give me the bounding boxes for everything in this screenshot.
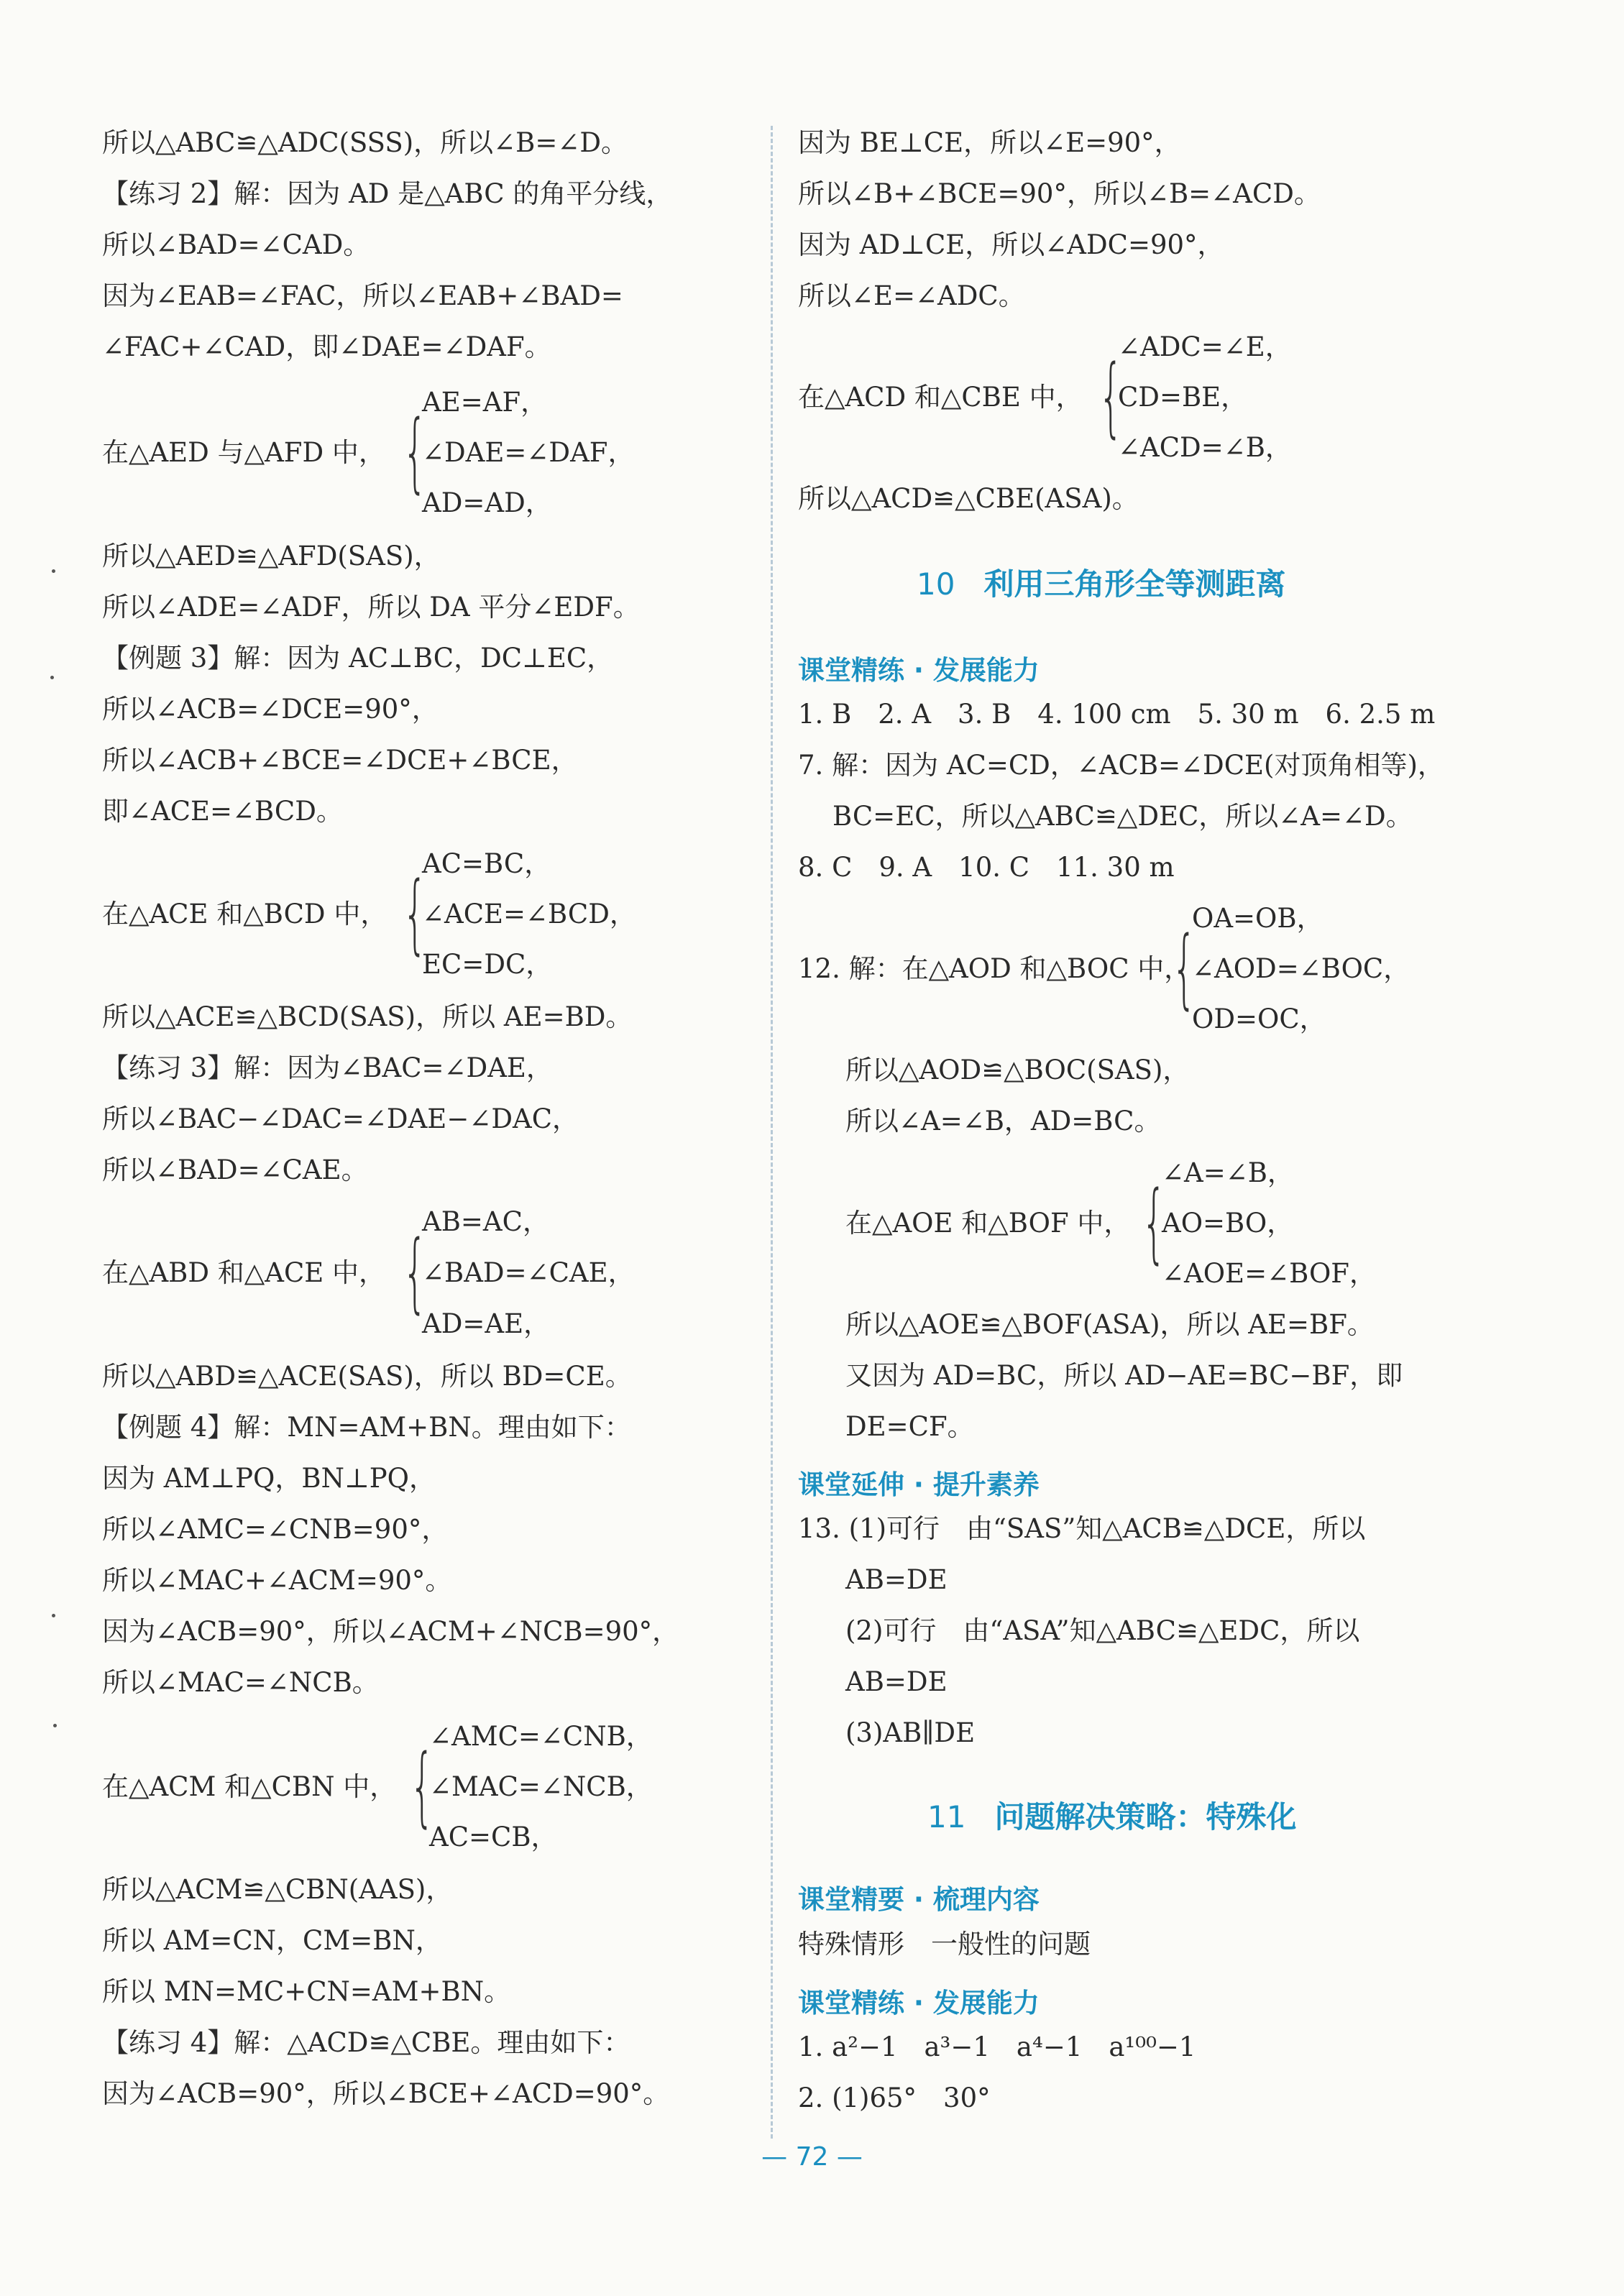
answer-line: 所以△AOE≌△BOF(ASA)，所以 AE=BF。	[845, 1309, 1374, 1340]
text-line: 在△ACE 和△BCD 中，	[102, 899, 387, 929]
text-line: 所以∠ACB=∠DCE=90°，	[102, 694, 439, 725]
text-line: 因为 BE⊥CE，所以∠E=90°，	[798, 127, 1181, 158]
answer-line: 特殊情形 一般性的问题	[798, 1929, 1091, 1960]
system-line: ∠ADC=∠E，	[1118, 331, 1292, 362]
answer-line: 8. C 9. A 10. C 11. 30 m	[798, 852, 1175, 883]
system-line: AC=BC，	[422, 848, 551, 879]
system-line: ∠AMC=∠CNB，	[429, 1721, 653, 1752]
answer-line: BC=EC，所以△ABC≌△DEC，所以∠A=∠D。	[832, 801, 1413, 832]
text-line: 所以∠MAC+∠ACM=90°。	[102, 1565, 452, 1596]
text-line: 因为∠ACB=90°，所以∠ACM+∠NCB=90°，	[102, 1616, 679, 1647]
text-line: 所以△ACE≌△BCD(SAS)，所以 AE=BD。	[102, 1001, 633, 1032]
system-line: ∠AOE=∠BOF，	[1162, 1258, 1376, 1289]
section-subtitle: 课堂精要 · 梳理内容	[798, 1884, 1040, 1915]
system-line: ∠DAE=∠DAF，	[422, 437, 635, 468]
margin-dot	[52, 569, 55, 573]
system-line: AC=CB，	[429, 1822, 558, 1852]
text-line: 所以∠ADE=∠ADF，所以 DA 平分∠EDF。	[102, 592, 640, 623]
system-line: AB=AC，	[422, 1206, 549, 1237]
answer-line: (3)AB∥DE	[845, 1717, 976, 1748]
answer-line: 2. (1)65° 30°	[798, 2083, 991, 2113]
answer-line: 7. 解：因为 AC=CD，∠ACB=∠DCE(对顶角相等)，	[798, 750, 1444, 781]
text-line: 所以 MN=MC+CN=AM+BN。	[102, 1976, 511, 2007]
brace: {	[403, 864, 428, 964]
answer-line: 13. (1)可行 由“SAS”知△ACB≌△DCE，所以	[798, 1513, 1366, 1544]
system-line: ∠ACE=∠BCD，	[422, 899, 636, 929]
answer-line: 所以∠A=∠B，AD=BC。	[845, 1106, 1161, 1136]
answer-line: DE=CF。	[845, 1411, 974, 1442]
brace: {	[1142, 1173, 1167, 1273]
text-line: 【练习 3】解：因为∠BAC=∠DAE，	[102, 1052, 553, 1083]
system-line: EC=DC，	[422, 949, 553, 980]
text-line: 所以△ABC≌△ADC(SSS)，所以∠B=∠D。	[102, 127, 628, 158]
text-line: 所以∠BAD=∠CAE。	[102, 1154, 368, 1185]
system-line: ∠MAC=∠NCB，	[429, 1771, 653, 1802]
margin-dot	[53, 1724, 57, 1727]
text-line: 【练习 2】解：因为 AD 是△ABC 的角平分线，	[102, 178, 673, 209]
system-line: AD=AE，	[422, 1308, 551, 1339]
answer-line: 又因为 AD=BC，所以 AD−AE=BC−BF，即	[845, 1360, 1403, 1391]
text-line: 在△ACD 和△CBE 中，	[798, 382, 1083, 413]
brace: {	[1098, 347, 1124, 447]
section-subtitle: 课堂延伸 · 提升素养	[798, 1469, 1040, 1500]
system-line: AE=AF，	[422, 387, 548, 418]
text-line: 因为∠EAB=∠FAC，所以∠EAB+∠BAD=	[102, 280, 623, 311]
text-line: 在△AED 与△AFD 中，	[102, 437, 385, 468]
system-line: OA=OB，	[1192, 903, 1323, 934]
answer-line: 1. a²−1 a³−1 a⁴−1 a¹⁰⁰−1	[798, 2031, 1196, 2062]
text-line: 因为 AD⊥CE，所以∠ADC=90°，	[798, 229, 1224, 260]
brace: {	[410, 1737, 435, 1837]
text-line: 所以∠MAC=∠NCB。	[102, 1667, 379, 1698]
brace: {	[403, 1223, 428, 1323]
system-line: OD=OC，	[1192, 1004, 1326, 1034]
answer-line: AB=DE	[845, 1666, 948, 1697]
text-line: 所以△ABD≌△ACE(SAS)，所以 BD=CE。	[102, 1361, 632, 1392]
column-divider	[771, 126, 773, 2139]
answer-line: 在△AOE 和△BOF 中，	[845, 1208, 1131, 1239]
text-line: 【例题 3】解：因为 AC⊥BC，DC⊥EC，	[102, 643, 614, 674]
text-line: 所以△ACD≌△CBE(ASA)。	[798, 483, 1139, 514]
system-line: AD=AD，	[422, 487, 552, 518]
text-line: 所以∠AMC=∠CNB=90°，	[102, 1514, 449, 1545]
text-line: 所以∠E=∠ADC。	[798, 280, 1025, 311]
page-number: — 72 —	[761, 2142, 863, 2172]
brace: {	[403, 403, 428, 502]
text-line: 所以∠B+∠BCE=90°，所以∠B=∠ACD。	[798, 178, 1321, 209]
text-line: 所以 AM=CN，CM=BN，	[102, 1925, 442, 1956]
answer-line: 12. 解：在△AOD 和△BOC 中，	[798, 953, 1191, 984]
text-line: 【例题 4】解：MN=AM+BN。理由如下：	[102, 1412, 631, 1443]
section-subtitle: 课堂精练 · 发展能力	[798, 1988, 1040, 2019]
answer-line: (2)可行 由“ASA”知△ABC≌△EDC，所以	[845, 1615, 1360, 1646]
system-line: ∠A=∠B，	[1162, 1157, 1294, 1188]
answer-line: AB=DE	[845, 1564, 948, 1595]
text-line: 所以∠BAD=∠CAD。	[102, 229, 370, 260]
text-line: 在△ACM 和△CBN 中，	[102, 1771, 397, 1802]
margin-dot	[52, 1614, 55, 1617]
system-line: ∠ACD=∠B，	[1118, 432, 1292, 463]
system-line: ∠AOD=∠BOC，	[1192, 953, 1410, 984]
system-line: AO=BO，	[1162, 1208, 1294, 1239]
section-subtitle: 课堂精练 · 发展能力	[798, 655, 1040, 686]
section-title-11: 11 问题解决策略：特殊化	[927, 1799, 1297, 1834]
section-title-10: 10 利用三角形全等测距离	[917, 566, 1286, 602]
text-line: 即∠ACE=∠BCD。	[102, 796, 343, 827]
text-line: 所以△ACM≌△CBN(AAS)，	[102, 1874, 453, 1905]
text-line: 所以∠ACB+∠BCE=∠DCE+∠BCE，	[102, 745, 578, 776]
answer-line: 1. B 2. A 3. B 4. 100 cm 5. 30 m 6. 2.5 m	[798, 699, 1436, 730]
system-line: CD=BE，	[1118, 382, 1248, 413]
text-line: 所以∠BAC−∠DAC=∠DAE−∠DAC，	[102, 1103, 579, 1134]
text-line: 因为 AM⊥PQ，BN⊥PQ，	[102, 1463, 436, 1494]
text-line: ∠FAC+∠CAD，即∠DAE=∠DAF。	[102, 331, 551, 362]
margin-dot	[50, 676, 54, 679]
answer-line: 所以△AOD≌△BOC(SAS)，	[845, 1055, 1190, 1085]
system-line: ∠BAD=∠CAE，	[422, 1257, 635, 1288]
text-line: 所以△AED≌△AFD(SAS)，	[102, 541, 441, 571]
brace: {	[1172, 919, 1197, 1019]
text-line: 因为∠ACB=90°，所以∠BCE+∠ACD=90°。	[102, 2078, 670, 2109]
text-line: 【练习 4】解：△ACD≌△CBE。理由如下：	[102, 2027, 630, 2058]
text-line: 在△ABD 和△ACE 中，	[102, 1257, 386, 1288]
